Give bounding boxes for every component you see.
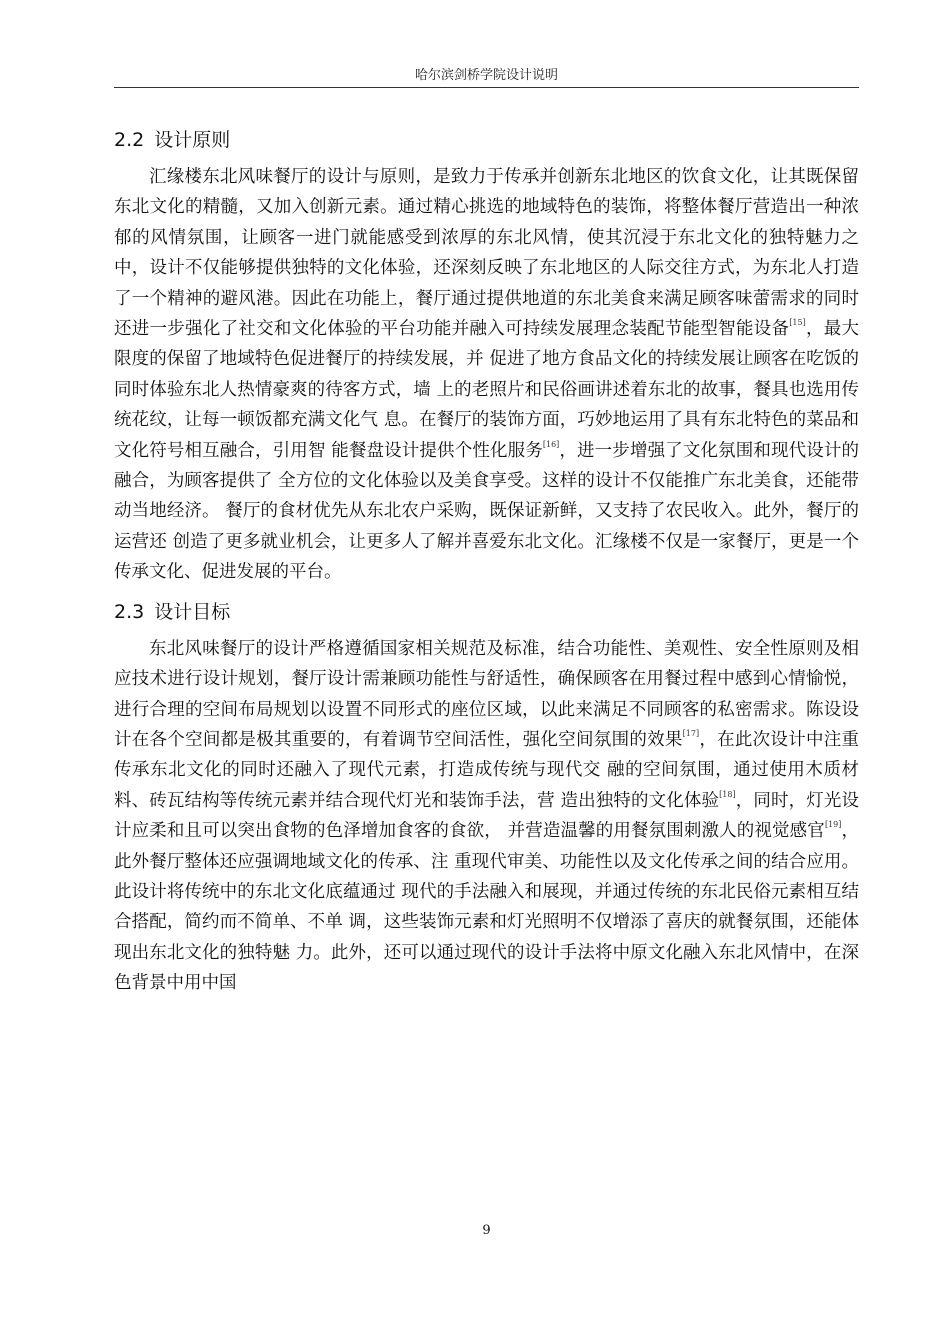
header-divider [114, 87, 859, 88]
citation-ref: [18] [719, 789, 736, 799]
section-number: 2.3 [114, 600, 145, 623]
citation-ref: [17] [682, 728, 700, 738]
page-number: 9 [482, 1223, 491, 1238]
section-title: 设计原则 [154, 129, 231, 151]
document-body [114, 118, 859, 999]
paragraph-text: 汇缘楼东北风味餐厅的设计与原则，是致力于传承并创新东北地区的饮食文化，让其既保留东北文化的精髓，又加入创新元素。通过精心挑选的地域特色的装饰，将整体餐厅营造出一种浓郁的风情氛围，让顾客一进门就能感受到浓厚的东北风情，使其沉浸于东北文化的独特魅力之中，设计不仅能够提供独特的文化体验，还深刻反映了东北地区的人际交往方式，为东北人打造了一个精神的避风港。因此在功能上，餐厅通过提供地道的东北美食来满足顾客味蕾需求的同时还进一步强化了社交和文化体验的平台功能并融入可持续发展理念装配节能型智能设备 [114, 167, 859, 340]
section-2-3-paragraph [114, 634, 859, 999]
paragraph-text: ，最大限度的保留了地域特色促进餐厅的持续发展，并 促进了地方食品文化的持续发展让顾客在吃饭的同时体验东北人热情豪爽的待客方式，墙 上的老照片和民俗画讲述着东北的故事，餐具也选用传统花纹，让每一顿饭都充满文化气 息。在餐厅的装饰方面，巧妙地运用了具有东北特色的菜品和文化符号相互融合，引用智 能餐盘设计提供个性化服务 [114, 319, 859, 461]
section-2-2-paragraph [114, 162, 859, 588]
citation-ref: [16] [542, 439, 560, 449]
paragraph-text: ，此外餐厅整体还应强调地域文化的传承、注 重现代审美、功能性以及文化传承之间的结合应用。此设计将传统中的东北文化底蕴通过 现代的手法融入和展现，并通过传统的东北民俗元素相互结合搭配，简约而不简单、不单 调，这些装饰元素和灯光照明不仅增添了喜庆的就餐氛围，还能体现出东北文化的独特魅 力。此外，还可以通过现代的设计手法将中原文化融入东北风情中，在深色背景中用中国 [114, 821, 860, 994]
section-heading-2-2 [114, 118, 859, 162]
paragraph-text: ，在此次设计中注重传承东北文化的同时还融入了现代元素，打造成传统与现代交 融的空间氛围，通过使用木质材料、砖瓦结构等传统元素并结合现代灯光和装饰手法，营 造出独特的文化体验 [114, 729, 860, 811]
citation-ref: [19] [824, 820, 842, 830]
paragraph-text: 东北风味餐厅的设计严格遵循国家相关规范及标准，结合功能性、美观性、安全性原则及相应技术进行设计规划，餐厅设计需兼顾功能性与舒适性，确保顾客在用餐过程中感到心情愉悦，进行合理的空间布局规划以设置不同形式的座位区域，以此来满足不同顾客的私密需求。陈设设计在各个空间都是极其重要的，有着调节空间活性，强化空间氛围的效果 [114, 638, 859, 750]
citation-ref: [15] [789, 318, 806, 328]
paragraph-text: ，进一步增强了文化氛围和现代设计的融合，为顾客提供了 全方位的文化体验以及美食享受。这样的设计不仅能推广东北美食，还能带动当地经济。 餐厅的食材优先从东北农户采购，既保证新鲜，又支持了农民收入。此外，餐厅的运营还 创造了更多就业机会，让更多人了解并喜爱东北文化。汇缘楼不仅是一家餐厅，更是一个 传承文化、促进发展的平台。 [114, 440, 860, 583]
section-title: 设计目标 [154, 600, 231, 623]
section-number: 2.2 [114, 129, 145, 151]
paragraph-text: ，同时，灯光设计应柔和且可以突出食物的色泽增加食客的食欲， 并营造温馨的用餐氛围刺激人的视觉感官 [114, 790, 859, 842]
section-heading-2-3 [114, 590, 859, 634]
running-header: 哈尔滨剑桥学院设计说明 [414, 68, 558, 83]
